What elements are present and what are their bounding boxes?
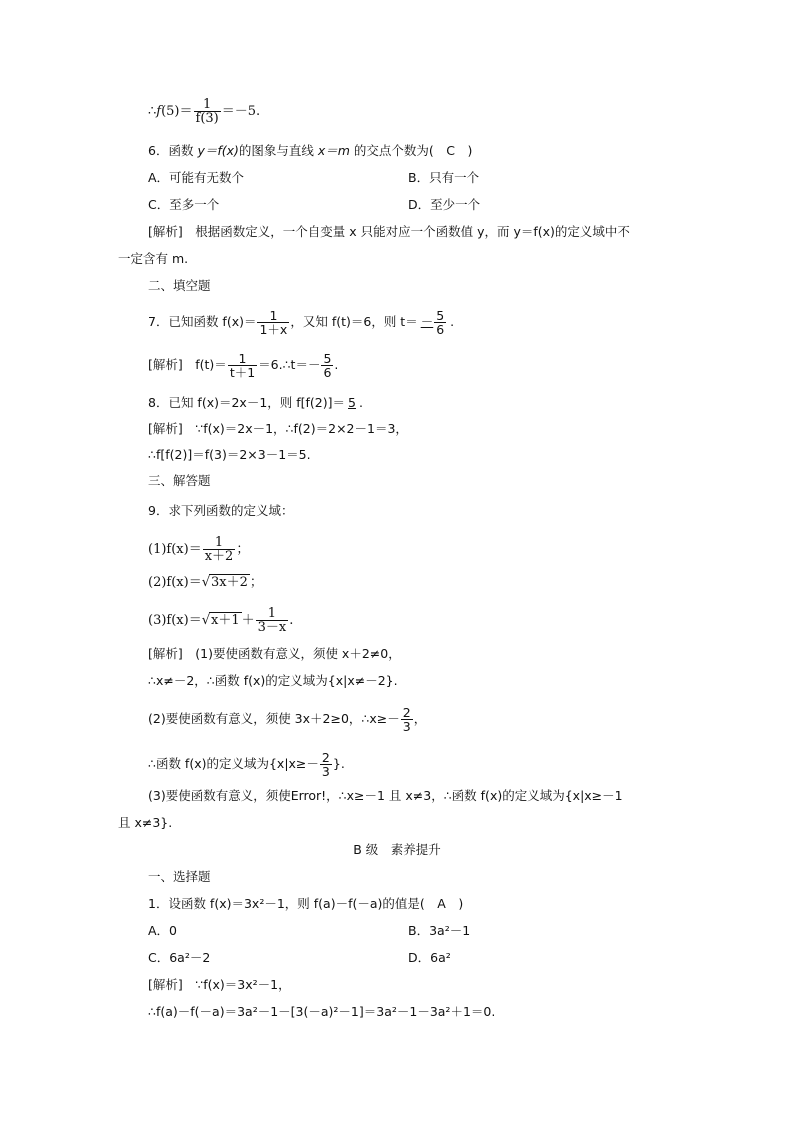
explanation-line: [解析] 根据函数定义，一个自变量 x 只能对应一个函数值 y，而 y＝f(x)的定义域中不 — [148, 224, 630, 239]
explanation-line: ∴f[f(2)]＝f(3)＝2×3－1＝5. — [148, 447, 311, 462]
fraction: $\frac{2}{3}$ — [321, 750, 330, 779]
question-7-stem: 7．已知函数 f(x)＝ $\frac{1}{1+x}$ ，又知 f(t)＝6，则 t＝ － $\frac{5}{6}$ . — [148, 308, 455, 337]
prev-answer-line: ∴f(5)＝ $\frac{1}{f(3)}$ ＝－5. — [148, 97, 261, 126]
question-9-stem: 9．求下列函数的定义域： — [148, 503, 294, 518]
fraction: $\frac{1}{f(3)}$ — [195, 97, 219, 126]
therefore-symbol: ∴ — [148, 104, 157, 119]
explanation-line: ∴函数 f(x)的定义域为{x|x≥－ $\frac{2}{3}$ }. — [148, 750, 345, 779]
sqrt-sign: √ — [201, 613, 210, 628]
explanation-line: 一定含有 m. — [118, 251, 189, 266]
explanation-line: [解析] ∵f(x)＝3x²－1， — [148, 977, 291, 992]
explanation-line: ∴f(a)－f(－a)＝3a²－1－[3(－a)²－1]＝3a²－1－3a²＋1＝0. — [148, 1004, 496, 1019]
option-d: D．至少一个 — [408, 197, 481, 212]
question-b1-stem: 1．设函数 f(x)＝3x²－1，则 f(a)－f(－a)的值是( A ) — [148, 896, 464, 911]
question-6-stem: 6．函数 y＝f(x)的图象与直线 x＝m 的交点个数为( C ) — [148, 143, 473, 158]
option-a: A．可能有无数个 — [148, 170, 245, 185]
explanation-line: [解析] ∵f(x)＝2x－1，∴f(2)＝2×2－1＝3， — [148, 421, 408, 436]
option-c: C．至多一个 — [148, 197, 220, 212]
option-b: B．3a²－1 — [408, 923, 471, 938]
explanation-line: 且 x≠3}. — [118, 815, 173, 830]
explanation-line: (2)要使函数有意义，须使 3x＋2≥0，∴x≥－ $\frac{2}{3}$ ， — [148, 705, 427, 734]
sqrt-sign: √ — [201, 575, 210, 590]
answer-blank: － $\frac{5}{6}$ — [420, 308, 445, 337]
section-heading: 三、解答题 — [148, 473, 211, 488]
explanation-line: (3)要使函数有意义，须使Error!，∴x≥－1 且 x≠3，∴函数 f(x)的定义域为{x|x≥－1 — [148, 788, 623, 803]
fraction: $\frac{5}{6}$ — [436, 308, 445, 337]
fraction: $\frac{2}{3}$ — [402, 705, 411, 734]
section-heading: 一、选择题 — [148, 869, 211, 884]
fraction: $\frac{5}{6}$ — [323, 351, 332, 380]
q9-part-1: (1)f(x)＝ $\frac{1}{x+2}$ ； — [148, 535, 250, 564]
fraction: $\frac{1}{x+2}$ — [204, 535, 234, 564]
explanation-line: ∴x≠－2，∴函数 f(x)的定义域为{x|x≠－2}. — [148, 673, 398, 688]
fraction: $\frac{1}{1+x}$ — [259, 308, 288, 337]
option-d: D．6a² — [408, 950, 451, 965]
option-b: B．只有一个 — [408, 170, 480, 185]
q9-part-3: (3)f(x)＝√x＋1 ＋ $\frac{1}{3-x}$ . — [148, 606, 294, 635]
explanation-line: [解析] f(t)＝ $\frac{1}{t+1}$ ＝6.∴t＝－ $\frac{5}{6}$ . — [148, 351, 339, 380]
level-heading: B 级 素养提升 — [353, 842, 441, 857]
question-8-stem: 8．已知 f(x)＝2x－1，则 f[f(2)]＝ 5 . — [148, 395, 363, 410]
option-c: C．6a²－2 — [148, 950, 211, 965]
answer-blank: 5 — [348, 395, 356, 410]
fraction: $\frac{1}{3-x}$ — [257, 606, 287, 635]
explanation-line: [解析] (1)要使函数有意义，须使 x＋2≠0， — [148, 646, 401, 661]
fraction: $\frac{1}{t+1}$ — [229, 351, 256, 380]
section-heading: 二、填空题 — [148, 278, 211, 293]
q9-part-2: (2)f(x)＝√3x＋2 ； — [148, 575, 263, 590]
option-a: A．0 — [148, 923, 178, 938]
